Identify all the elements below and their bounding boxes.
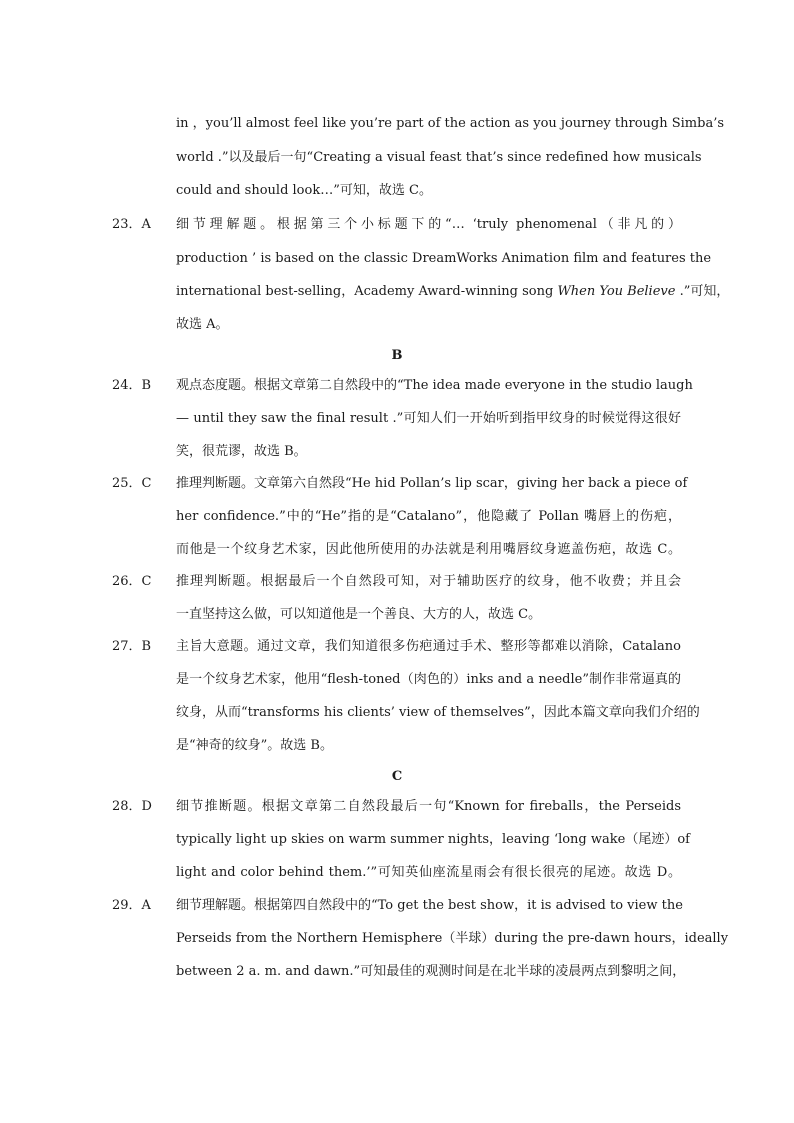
- question-number-25: 25．C: [112, 476, 152, 491]
- answer-25-line-2: her confidence.”中的“He”指的是“Catalano”，他隐藏了 Pollan 嘴唇上的伤疤，: [176, 509, 681, 524]
- answer-23-line-1: 细节理解题。根据第三个小标题下的“… ‘truly phenomenal（非凡的）: [176, 217, 681, 232]
- question-number-23: 23．A: [112, 217, 151, 232]
- answer-29-line-3: between 2 a. m. and dawn.”可知最佳的观测时间是在北半球的凌晨两点到黎明之间，: [176, 964, 686, 979]
- answer-23-line-2: production ’ is based on the classic DreamWorks Animation film and features the: [176, 251, 712, 266]
- answer-24-line-2: — until they saw the final result .”可知人们一开始听到指甲纹身的时候觉得这很好: [176, 411, 681, 426]
- answer-29-line-2: Perseids from the Northern Hemisphere（半球）during the pre-dawn hours，ideally: [176, 931, 729, 946]
- answer-22-line-2: world .”以及最后一句“Creating a visual feast that’s since redefined how musicals: [176, 150, 702, 165]
- question-number-29: 29．A: [112, 898, 151, 913]
- question-number-24: 24．B: [112, 378, 152, 393]
- answer-23-line-3: [176, 283, 730, 301]
- answer-22-line-3: could and should look…”可知，故选 C。: [176, 183, 432, 198]
- question-number-27: 27．B: [112, 639, 152, 654]
- song-title: When You Believe: [557, 284, 676, 299]
- answer-25-line-1: 推理判断题。文章第六自然段“He hid Pollan’s lip scar，giving her back a piece of: [176, 476, 688, 491]
- answer-27-line-3: 纹身，从而“transforms his clients’ view of themselves”，因此本篇文章向我们介绍的: [176, 705, 700, 720]
- answer-29-line-1: 细节理解题。根据第四自然段中的“To get the best show，it is advised to view the: [176, 898, 683, 913]
- answer-27-line-4: 是“神奇的纹身”。故选 B。: [176, 738, 333, 753]
- answer-28-line-1: 细节推断题。根据文章第二自然段最后一句“Known for fireballs，the Perseids: [176, 799, 681, 814]
- question-number-28: 28．D: [112, 799, 152, 814]
- answer-23-line-4: 故选 A。: [176, 317, 229, 332]
- answer-27-line-1: 主旨大意题。通过文章，我们知道很多伤疤通过手术、整形等都难以消除，Catalano: [176, 639, 681, 654]
- answer-23-line-3-text: international best-selling，Academy Award-winning song: [176, 284, 558, 299]
- answer-28-line-2: typically light up skies on warm summer nights，leaving ‘long wake（尾迹）of: [176, 832, 690, 847]
- answer-24-line-1: 观点态度题。根据文章第二自然段中的“The idea made everyone in the studio laugh: [176, 378, 693, 393]
- answer-25-line-3: 而他是一个纹身艺术家，因此他所使用的办法就是利用嘴唇纹身遮盖伤疤，故选 C。: [176, 542, 681, 557]
- answer-23-line-3-end: .”可知，: [675, 284, 730, 299]
- answer-26-line-1: 推理判断题。根据最后一个自然段可知，对于辅助医疗的纹身，他不收费；并且会: [176, 574, 681, 589]
- answer-28-line-3: light and color behind them.’”可知英仙座流星雨会有很长很亮的尾迹。故选 D。: [176, 865, 681, 880]
- answer-24-line-3: 笑，很荒谬，故选 B。: [176, 444, 307, 459]
- answer-26-line-2: 一直坚持这么做，可以知道他是一个善良、大方的人，故选 C。: [176, 607, 542, 622]
- answer-22-line-1: in ，you’ll almost feel like you’re part of the action as you journey through Simba’s: [176, 116, 724, 131]
- answer-27-line-2: 是一个纹身艺术家，他用“flesh-toned（肉色的）inks and a needle”制作非常逼真的: [176, 672, 681, 687]
- section-heading-c: C: [391, 769, 403, 784]
- section-heading-b: B: [391, 348, 403, 363]
- question-number-26: 26．C: [112, 574, 152, 589]
